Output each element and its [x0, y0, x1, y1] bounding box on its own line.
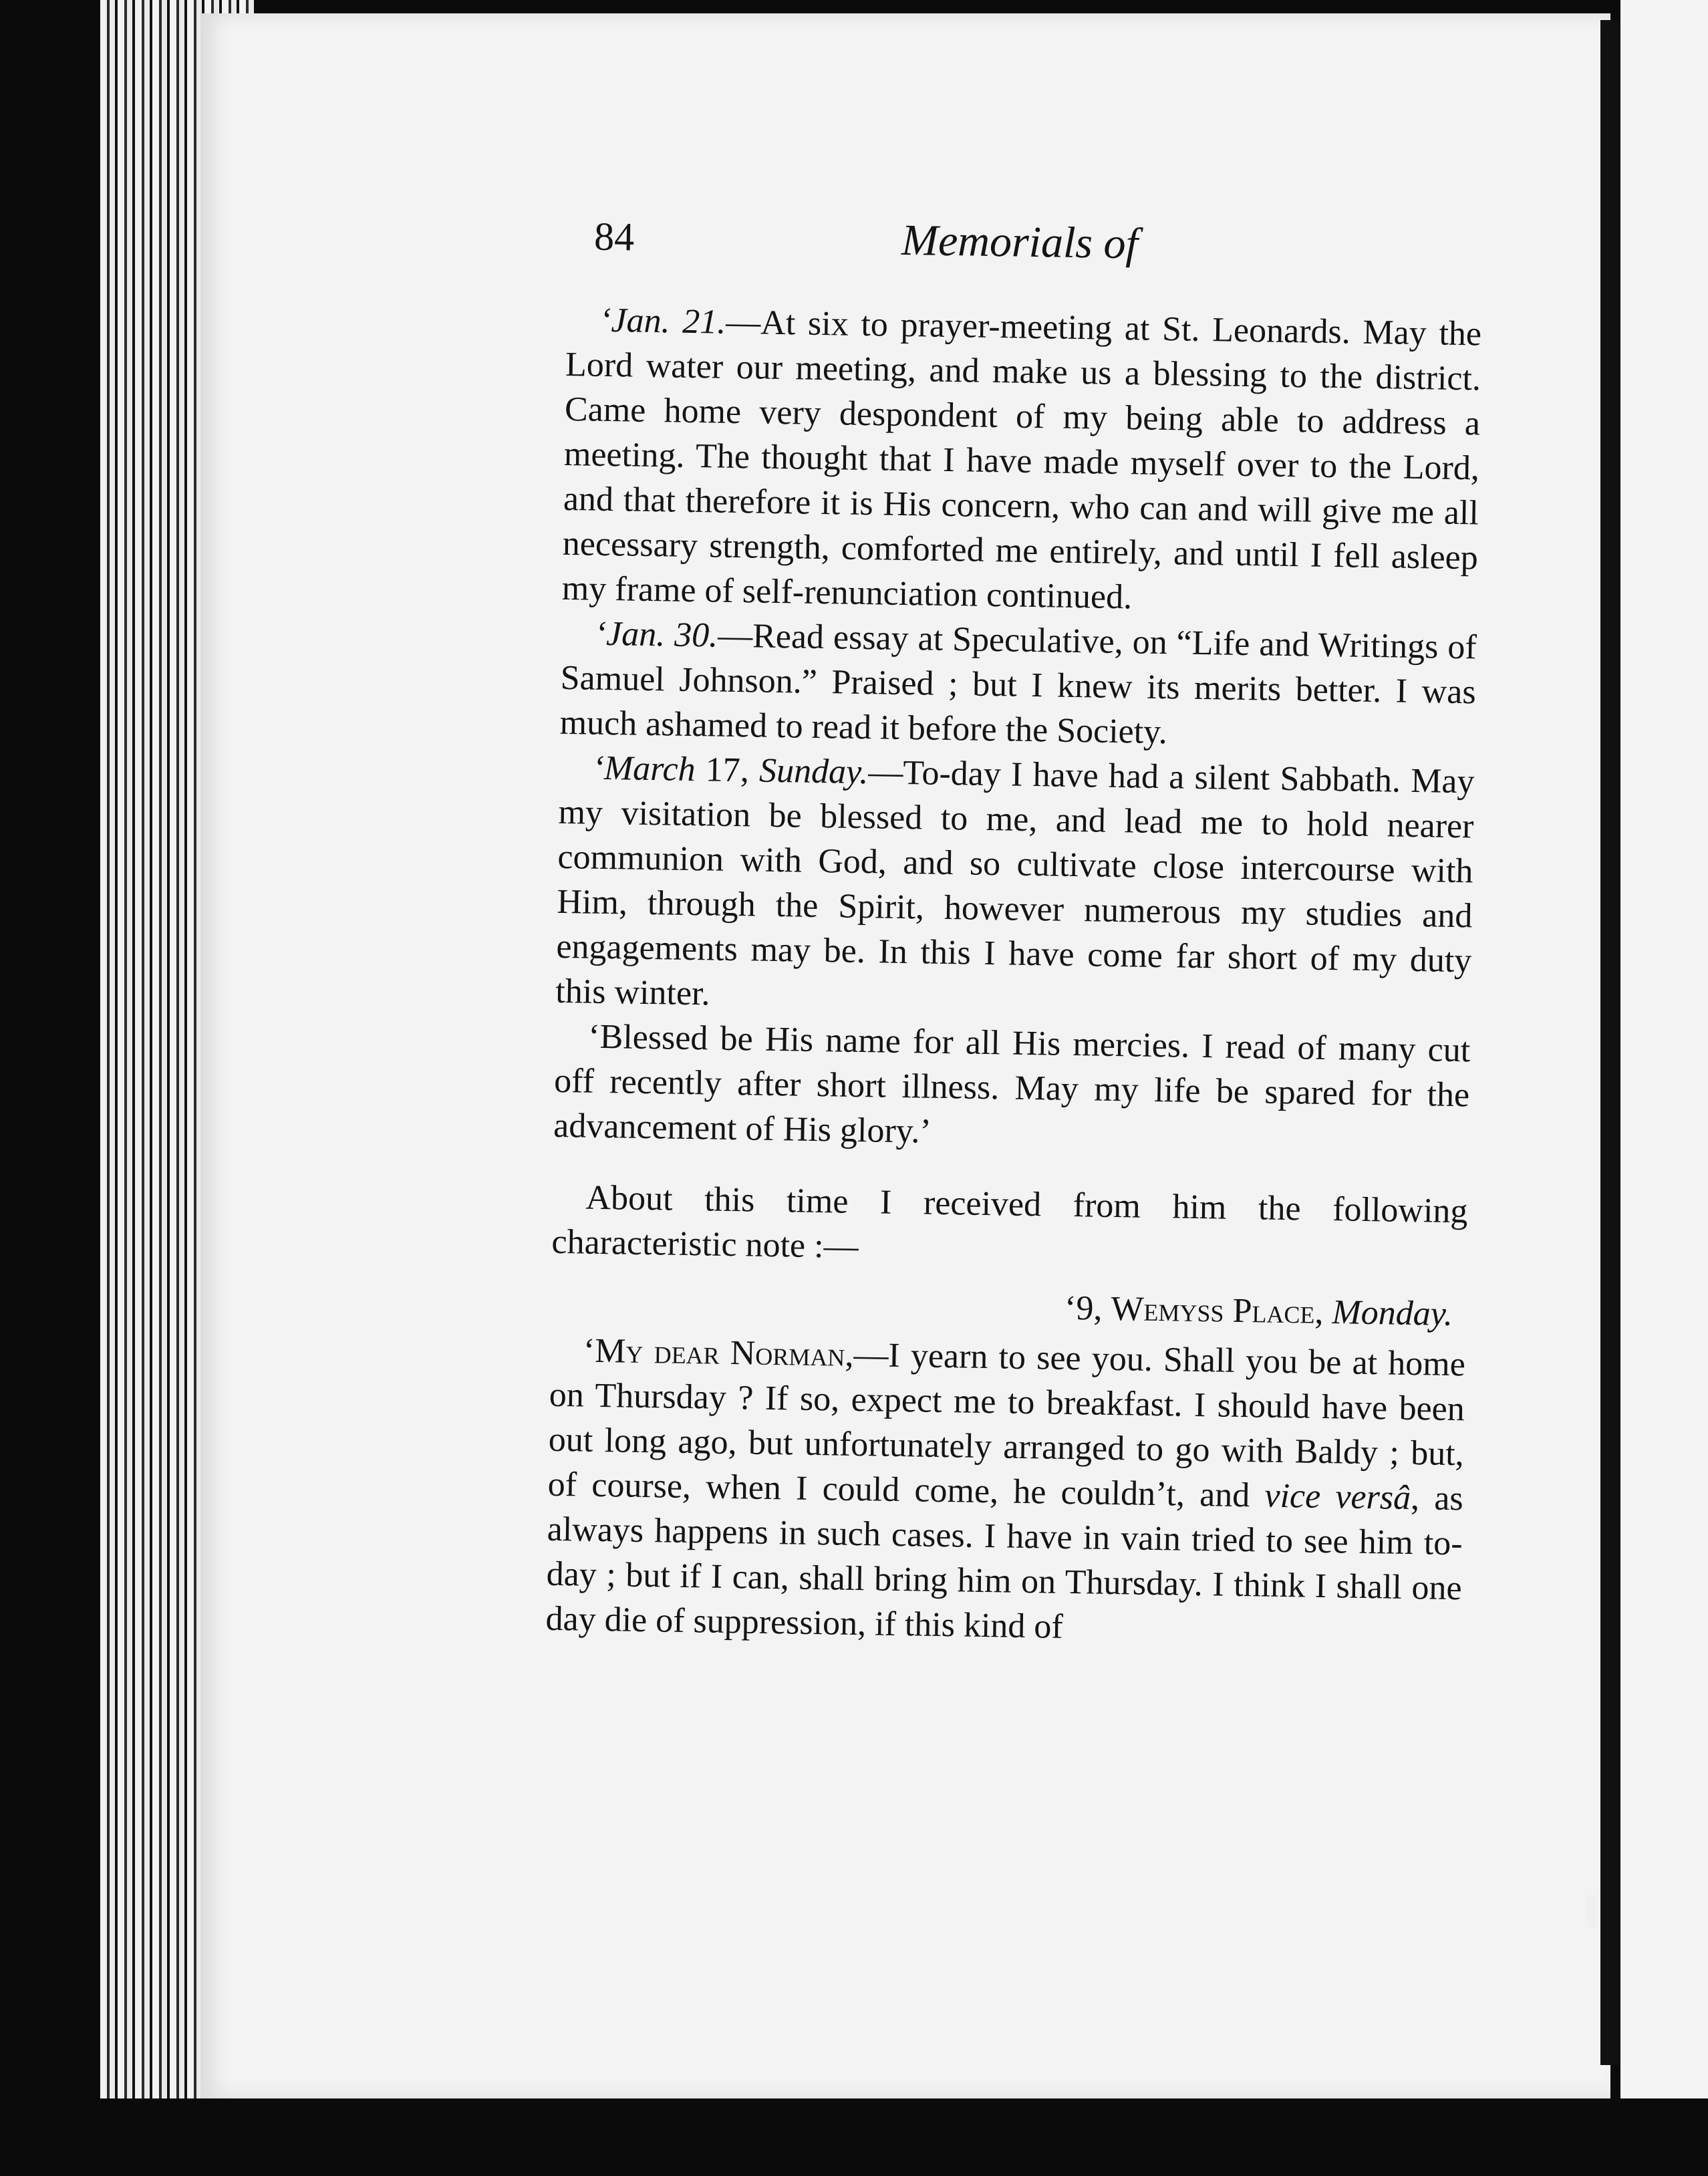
entry-day: Sunday. [758, 751, 869, 792]
entry-blessed: ‘Blessed be His name for all His mercies. I read of many cut off recently after short illness. May my life be spared for the advancement of His glory.’ [553, 1017, 1471, 1151]
letter-text-a: ,—I yearn to see you. Shall you be at home on Thursday ? If so, expect me to breakfast. I should have been out long ago, but unfortunately arranged to go with Baldy ; but, of course, when I could come, he couldn’t, and [547, 1335, 1466, 1515]
letter-address [551, 1278, 1453, 1337]
scan-mark [1587, 1895, 1596, 1928]
entry-text: —At six to prayer-meeting at St. Leonards. May the Lord water our meeting, and make us a blessing to the district. Came home very despondent of my being able to address a meeting. The thought that I have made myself over to the Lord, and that therefore it is His concern, who can and will give me all necessary strength, comforted me entirely, and until I fell asleep my frame of self-renunciation continued. [561, 303, 1482, 617]
entry-text: —To-day I have had a silent Sabbath. May my visitation be blessed to me, and lead me to hold nearer communion with God, and so cultivate close intercourse with Him, through the Spirit, however numerous my studies and engagements may be. In this I have come far short of my duty this winter. [555, 753, 1475, 1013]
entry-date: ‘Jan. 21. [599, 301, 726, 342]
entry-text: —Read essay at Speculative, on “Life and Writings of Samuel Johnson.” Praised ; but I knew its merits better. I was much ashamed to read it before the Society. [559, 616, 1477, 752]
entry-date-number: 17, [695, 751, 760, 790]
running-head [567, 200, 1483, 289]
entry-march-17 [555, 745, 1475, 1028]
entry-jan-21 [561, 297, 1481, 625]
letter-text-b: , as always happens in such cases. I have in vain tried to see him to-day ; but if I can, shall bring him on Thursday. I think I shall one day die of suppression, if this kind of [545, 1479, 1464, 1646]
letter-vice-versa: vice versâ [1264, 1476, 1411, 1518]
gutter-shadow [1600, 20, 1620, 2065]
entry-date: ‘Jan. 30. [594, 614, 718, 655]
entry-date: ‘March [592, 749, 696, 789]
narrative-intro: About this time I received from him the following characteristic note :— [551, 1178, 1468, 1266]
address-place: Wemyss Place [1111, 1289, 1315, 1331]
letter-body [545, 1328, 1465, 1655]
letter-salutation: ‘My dear Norman [583, 1331, 845, 1374]
address-number: ‘9, [1064, 1288, 1111, 1328]
address-day: Monday. [1332, 1293, 1453, 1333]
running-title: Memorials of [901, 215, 1139, 269]
entry-jan-30 [559, 611, 1477, 759]
page-number: 84 [593, 214, 635, 259]
page-text [545, 200, 1483, 1655]
facing-page-edge [1620, 0, 1708, 2098]
address-separator: , [1314, 1293, 1332, 1332]
